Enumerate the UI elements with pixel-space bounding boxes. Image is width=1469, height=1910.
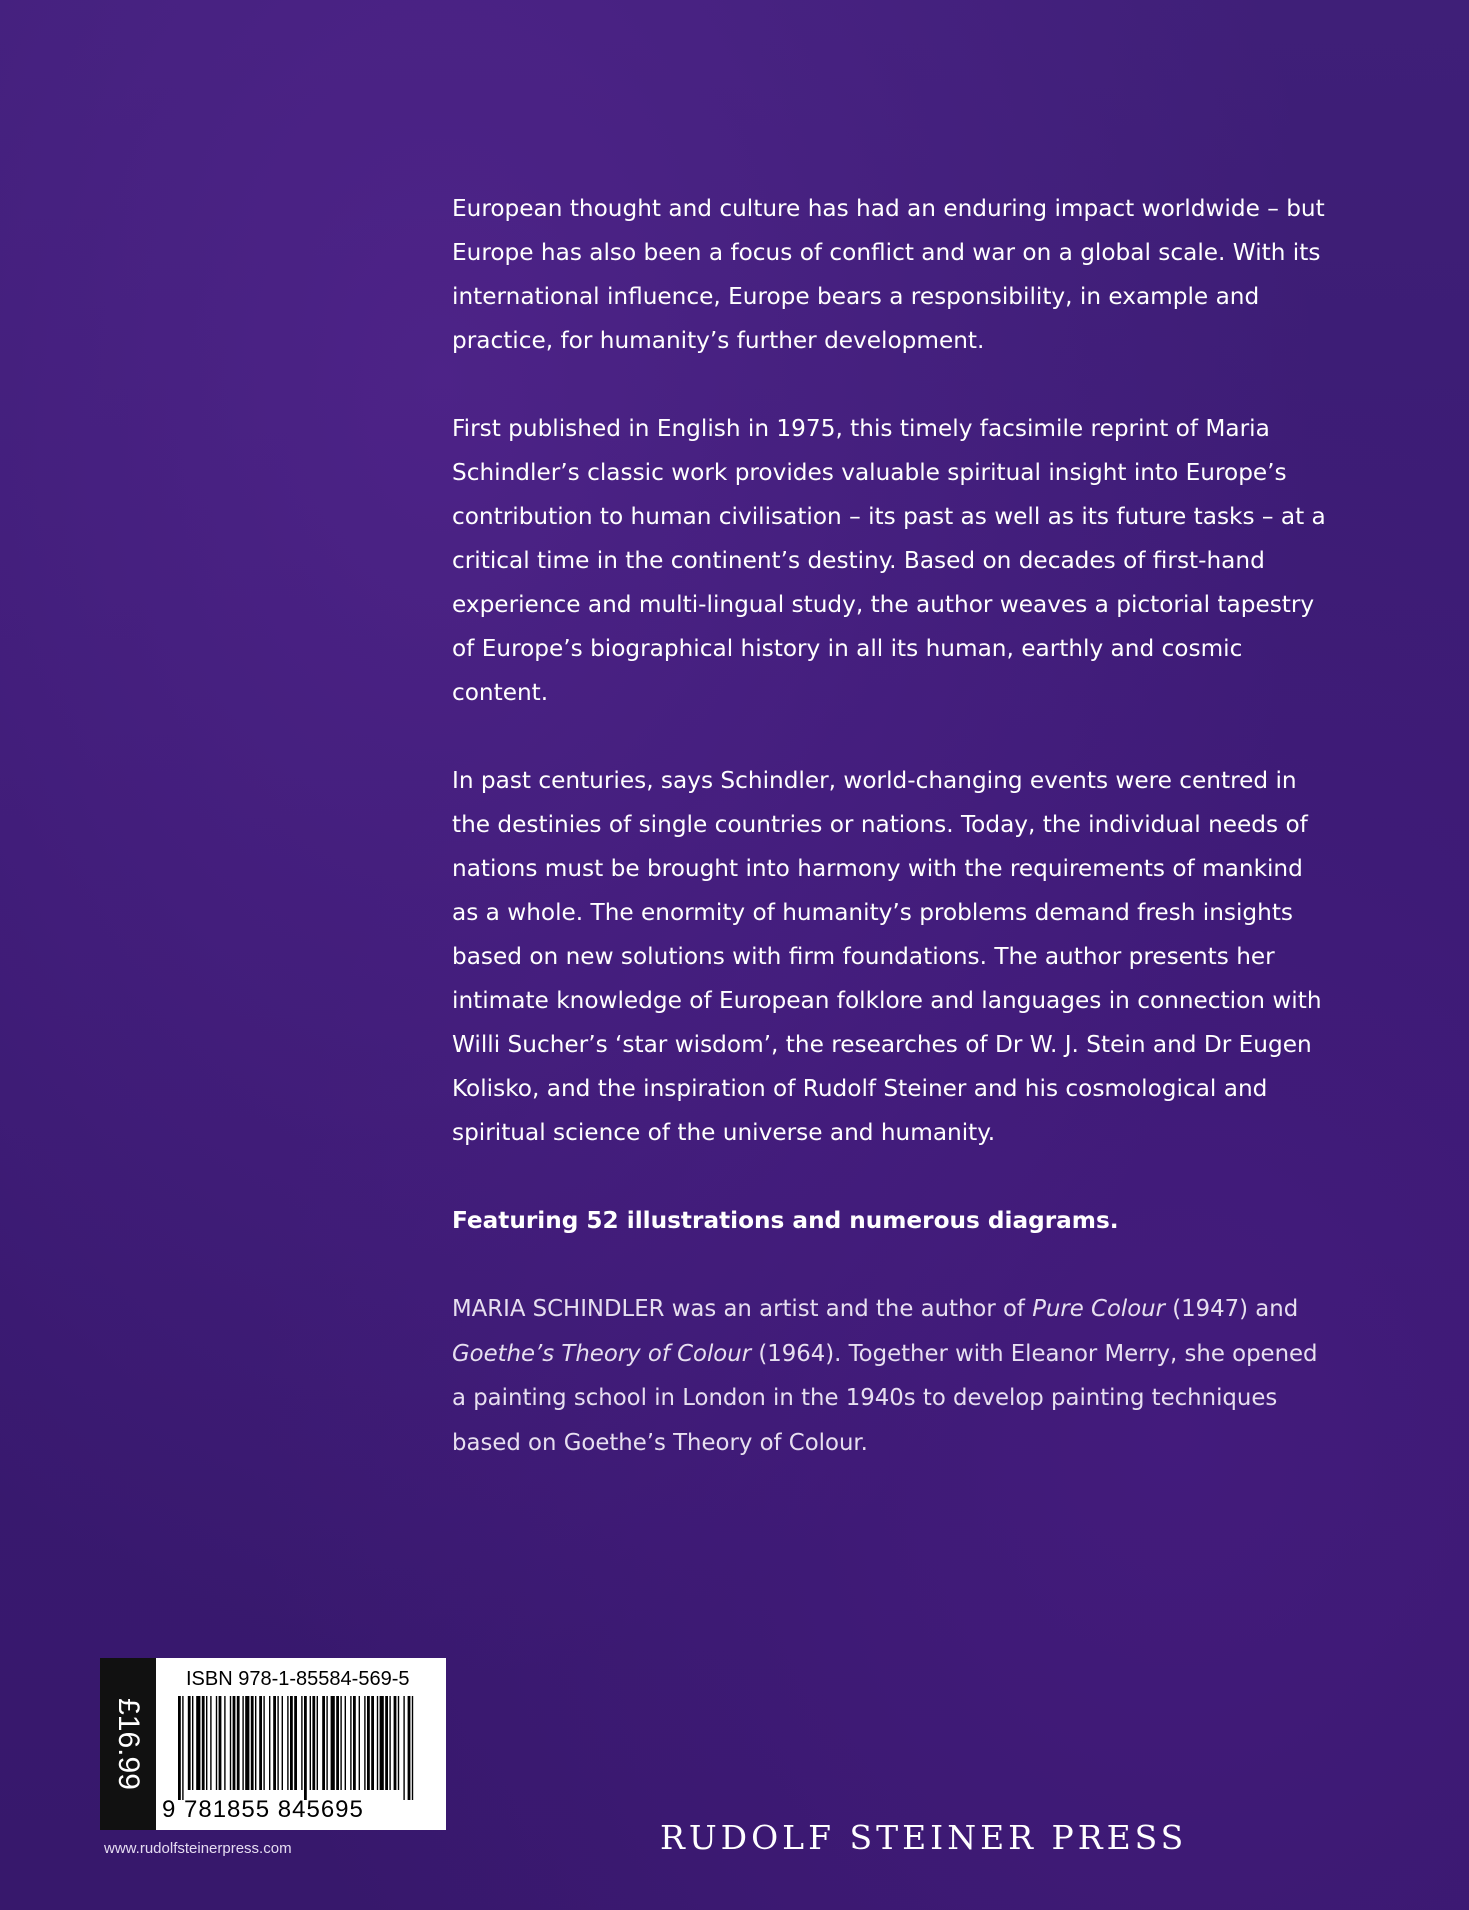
barcode-digits: 9 781855 845695 — [162, 1796, 364, 1823]
barcode-bar — [282, 1696, 283, 1790]
barcode-bar — [385, 1696, 388, 1790]
bio-intro: MARIA SCHINDLER was an artist and the author of — [452, 1296, 1033, 1322]
barcode-bar — [364, 1696, 365, 1790]
barcode-area — [100, 1658, 446, 1830]
barcode-bar — [367, 1696, 370, 1790]
barcode-bar — [192, 1696, 193, 1790]
barcode-bar — [237, 1696, 240, 1790]
barcode-bar — [259, 1696, 262, 1790]
barcode-bar — [304, 1696, 307, 1800]
barcode-bar — [224, 1696, 225, 1790]
barcode-bar — [242, 1696, 243, 1790]
barcode-bar — [216, 1696, 217, 1790]
barcode-bar — [326, 1696, 327, 1790]
barcode-box — [156, 1658, 446, 1830]
barcode-bar — [230, 1696, 231, 1790]
isbn-label: ISBN 978-1-85584-569-5 — [186, 1668, 410, 1690]
blurb-paragraph-3: In past centuries, says Schindler, world-changing events were centred in the destinies of single countries or nations. Today, the individual needs of nations must be brought into harmony with the requirements of mankind as a whole. The enormity of humanity’s problems demand fresh insights based on new solutions with firm foundations. The author presents her intimate knowledge of European folklore and languages in connection with Willi Sucher’s ‘star wisdom’, the researches of Dr W. J. Stein and Dr Eugen Kolisko, and the inspiration of Rudolf Steiner and his cosmological and spiritual science of the universe and humanity. — [452, 767, 1322, 1146]
blurb-paragraph-1: European thought and culture has had an enduring impact worldwide – but Europe has also been a focus of conflict and war on a global scale. With its international influence, Europe bears a responsibility, in example and practice, for humanity’s further development. — [452, 195, 1325, 354]
barcode-bar — [353, 1696, 356, 1790]
barcode-bar — [317, 1696, 318, 1790]
barcode-bar — [269, 1696, 270, 1790]
barcode-bar — [287, 1696, 288, 1790]
barcode-bar — [219, 1696, 222, 1790]
barcode-bar — [273, 1696, 276, 1790]
barcode-bar — [322, 1696, 325, 1790]
author-bio — [452, 1287, 1332, 1465]
barcode-bar — [371, 1696, 374, 1790]
barcode-bar — [408, 1696, 411, 1800]
barcode-bar — [412, 1696, 413, 1800]
barcode-bar — [188, 1696, 191, 1790]
price-strip — [100, 1658, 156, 1830]
barcode-bar — [277, 1696, 278, 1790]
publisher-website: www.rudolfsteinerpress.com — [104, 1840, 292, 1857]
blurb-paragraph-2: First published in English in 1975, this timely facsimile reprint of Maria Schindler’s classic work provides valuable spiritual insight into Europe’s contribution to human civilisation – its past as well as its future tasks – at a critical time in the continent’s destiny. Based on decades of first-hand experience and multi-lingual study, the author weaves a pictorial tapestry of Europe’s biographical history in all its human, earthly and cosmic content. — [452, 415, 1326, 706]
barcode-bar — [210, 1696, 211, 1790]
barcode-bar — [290, 1696, 293, 1790]
barcode-bar — [233, 1696, 236, 1790]
barcode-bar — [263, 1696, 264, 1790]
barcode-bar — [331, 1696, 335, 1790]
barcode-bar — [202, 1696, 205, 1790]
barcode-bar — [206, 1696, 207, 1790]
barcode-bar — [398, 1696, 399, 1790]
barcode-bar — [389, 1696, 390, 1790]
barcode-bar — [345, 1696, 346, 1790]
barcode-bar — [359, 1696, 360, 1790]
barcode-bar — [310, 1696, 311, 1790]
barcode-bar — [403, 1696, 404, 1800]
barcode-bar — [182, 1696, 183, 1800]
barcode-bar — [394, 1696, 397, 1790]
bio-year-1: (1947) and — [1165, 1296, 1299, 1322]
featuring-line: Featuring 52 illustrations and numerous diagrams. — [452, 1207, 1119, 1234]
barcode-bar — [251, 1696, 254, 1790]
barcode-bar — [377, 1696, 378, 1790]
barcode-bar — [380, 1696, 384, 1790]
barcode-bars — [170, 1696, 420, 1800]
barcode-bar — [245, 1696, 249, 1790]
barcode-bar — [312, 1696, 315, 1790]
barcode-bar — [340, 1696, 341, 1790]
barcode-bar — [301, 1696, 302, 1790]
barcode-bar — [350, 1696, 351, 1790]
bio-title-goethe: Goethe’s Theory of Colour — [452, 1340, 752, 1367]
barcode-bar — [294, 1696, 297, 1790]
publisher-name: RUDOLF STEINER PRESS — [660, 1818, 1188, 1857]
bio-rest: (1964). Together with Eleanor Merry, she opened a painting school in London in the 1940s to develop painting techniques based on Goethe’s Theory of Colour. — [452, 1340, 1318, 1456]
price-label: £16.99 — [112, 1698, 145, 1790]
back-cover-text — [452, 187, 1332, 1509]
barcode-bar — [196, 1696, 200, 1790]
bio-title-pure-colour: Pure Colour — [1032, 1296, 1165, 1322]
barcode-bar — [255, 1696, 256, 1790]
barcode-bar — [178, 1696, 181, 1800]
barcode-bar — [336, 1696, 339, 1790]
